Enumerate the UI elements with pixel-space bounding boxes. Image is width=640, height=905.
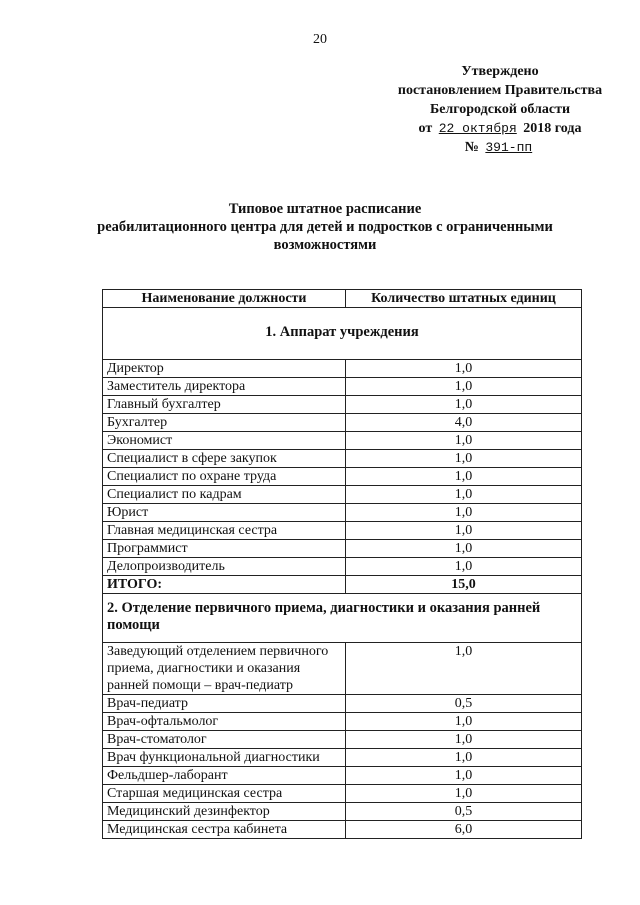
column-header-position: Наименование должности bbox=[103, 290, 346, 308]
document-title-line-2: реабилитационного центра для детей и подростков с ограниченными bbox=[97, 219, 553, 235]
position-quantity: 1,0 bbox=[346, 396, 582, 414]
section-header-row bbox=[103, 308, 582, 360]
approval-line-3: Белгородской области bbox=[429, 102, 571, 117]
position-quantity: 1,0 bbox=[346, 450, 582, 468]
position-quantity: 0,5 bbox=[346, 695, 582, 713]
position-name: Директор bbox=[103, 360, 346, 378]
table-header-row bbox=[103, 290, 582, 308]
document-title-line-1: Типовое штатное расписание bbox=[228, 201, 422, 217]
position-quantity: 1,0 bbox=[346, 785, 582, 803]
position-quantity: 0,5 bbox=[346, 803, 582, 821]
position-name: Юрист bbox=[103, 504, 346, 522]
position-quantity: 1,0 bbox=[346, 713, 582, 731]
approval-date-suffix: 2018 года bbox=[523, 121, 582, 136]
table-row bbox=[103, 540, 582, 558]
column-header-quantity: Количество штатных единиц bbox=[346, 290, 582, 308]
table-row bbox=[103, 767, 582, 785]
approval-line-2: постановлением Правительства bbox=[397, 83, 603, 98]
position-quantity: 1,0 bbox=[346, 468, 582, 486]
table-row bbox=[103, 785, 582, 803]
position-quantity: 1,0 bbox=[346, 643, 582, 695]
position-quantity: 1,0 bbox=[346, 767, 582, 785]
position-name: Заместитель директора bbox=[103, 378, 346, 396]
position-name: Старшая медицинская сестра bbox=[103, 785, 346, 803]
approval-date-value: 22 октября bbox=[438, 121, 517, 136]
section-title: 2. Отделение первичного приема, диагностики и оказания ранней помощи bbox=[103, 594, 582, 643]
approval-date-prefix: от bbox=[418, 121, 433, 136]
page-number: 20 bbox=[313, 32, 327, 47]
approval-number-prefix: № bbox=[464, 140, 479, 155]
table-row bbox=[103, 803, 582, 821]
section-title: 1. Аппарат учреждения bbox=[103, 308, 582, 360]
position-name: Заведующий отделением первичного приема, диагностики и оказания ранней помощи – врач-педиатр bbox=[103, 643, 346, 695]
position-name: Врач-стоматолог bbox=[103, 731, 346, 749]
staffing-table bbox=[102, 289, 582, 839]
position-quantity: 1,0 bbox=[346, 522, 582, 540]
table-row bbox=[103, 486, 582, 504]
position-quantity: 1,0 bbox=[346, 749, 582, 767]
approval-line-1: Утверждено bbox=[461, 64, 539, 79]
position-name: Главный бухгалтер bbox=[103, 396, 346, 414]
table-row bbox=[103, 558, 582, 576]
position-name: Врач-педиатр bbox=[103, 695, 346, 713]
approval-block bbox=[380, 62, 620, 157]
position-quantity: 1,0 bbox=[346, 378, 582, 396]
total-label: ИТОГО: bbox=[103, 576, 346, 594]
position-quantity: 1,0 bbox=[346, 486, 582, 504]
position-name: Программист bbox=[103, 540, 346, 558]
approval-date bbox=[380, 119, 620, 138]
position-name: Медицинская сестра кабинета bbox=[103, 821, 346, 839]
position-name: Врач функциональной диагностики bbox=[103, 749, 346, 767]
table-row bbox=[103, 432, 582, 450]
table-row bbox=[103, 821, 582, 839]
document-title bbox=[90, 200, 560, 254]
table-row bbox=[103, 396, 582, 414]
total-value: 15,0 bbox=[346, 576, 582, 594]
section-header-row bbox=[103, 594, 582, 643]
position-quantity: 4,0 bbox=[346, 414, 582, 432]
position-name: Делопроизводитель bbox=[103, 558, 346, 576]
document-title-line-3: возможностями bbox=[273, 237, 377, 253]
position-quantity: 1,0 bbox=[346, 360, 582, 378]
table-row bbox=[103, 360, 582, 378]
position-name: Специалист по кадрам bbox=[103, 486, 346, 504]
position-name: Фельдшер-лаборант bbox=[103, 767, 346, 785]
table-row bbox=[103, 450, 582, 468]
position-quantity: 6,0 bbox=[346, 821, 582, 839]
approval-number bbox=[380, 138, 620, 157]
position-name: Экономист bbox=[103, 432, 346, 450]
position-quantity: 1,0 bbox=[346, 558, 582, 576]
position-name: Специалист в сфере закупок bbox=[103, 450, 346, 468]
total-row bbox=[103, 576, 582, 594]
position-name: Врач-офтальмолог bbox=[103, 713, 346, 731]
table-row bbox=[103, 713, 582, 731]
position-quantity: 1,0 bbox=[346, 504, 582, 522]
table-row bbox=[103, 643, 582, 695]
table-row bbox=[103, 414, 582, 432]
position-name: Медицинский дезинфектор bbox=[103, 803, 346, 821]
position-name: Бухгалтер bbox=[103, 414, 346, 432]
position-quantity: 1,0 bbox=[346, 432, 582, 450]
table-row bbox=[103, 504, 582, 522]
position-name: Специалист по охране труда bbox=[103, 468, 346, 486]
table-row bbox=[103, 731, 582, 749]
approval-number-value: 391-пп bbox=[485, 140, 533, 155]
position-quantity: 1,0 bbox=[346, 731, 582, 749]
table-row bbox=[103, 695, 582, 713]
table-row bbox=[103, 749, 582, 767]
table-row bbox=[103, 378, 582, 396]
position-quantity: 1,0 bbox=[346, 540, 582, 558]
table-row bbox=[103, 468, 582, 486]
position-name: Главная медицинская сестра bbox=[103, 522, 346, 540]
table-row bbox=[103, 522, 582, 540]
